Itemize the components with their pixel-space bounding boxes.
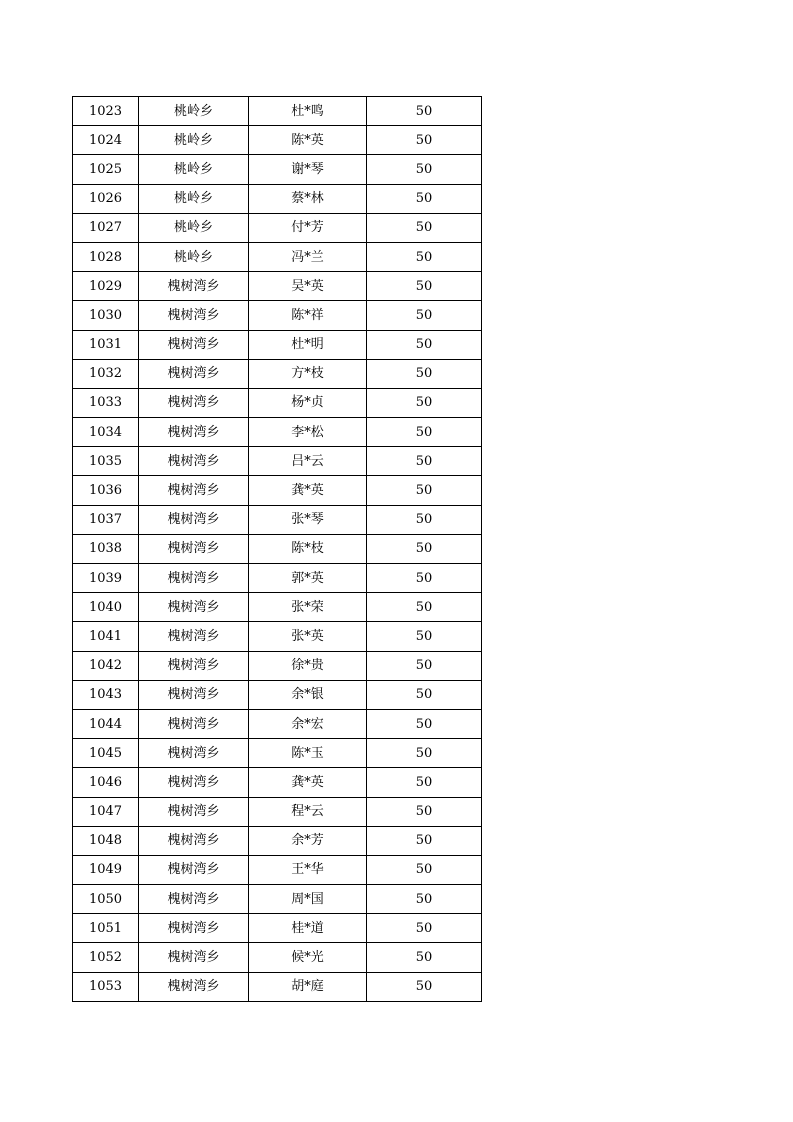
cell-township: 槐树湾乡 (139, 943, 249, 972)
cell-amount: 50 (367, 388, 482, 417)
cell-person-name: 龚*英 (249, 768, 367, 797)
cell-amount: 50 (367, 213, 482, 242)
cell-township: 桃岭乡 (139, 126, 249, 155)
cell-amount: 50 (367, 242, 482, 271)
cell-serial-number: 1037 (73, 505, 139, 534)
document-page (72, 96, 482, 1002)
cell-township: 槐树湾乡 (139, 447, 249, 476)
cell-serial-number: 1051 (73, 914, 139, 943)
table-row (73, 388, 482, 417)
cell-person-name: 张*琴 (249, 505, 367, 534)
cell-serial-number: 1029 (73, 272, 139, 301)
cell-person-name: 杨*贞 (249, 388, 367, 417)
cell-person-name: 余*宏 (249, 709, 367, 738)
cell-township: 槐树湾乡 (139, 564, 249, 593)
table-row (73, 242, 482, 271)
cell-amount: 50 (367, 184, 482, 213)
cell-person-name: 陈*英 (249, 126, 367, 155)
cell-person-name: 杜*鸣 (249, 97, 367, 126)
cell-township: 槐树湾乡 (139, 593, 249, 622)
table-row (73, 855, 482, 884)
cell-amount: 50 (367, 155, 482, 184)
cell-serial-number: 1024 (73, 126, 139, 155)
table-row (73, 184, 482, 213)
cell-person-name: 冯*兰 (249, 242, 367, 271)
table-row (73, 680, 482, 709)
cell-serial-number: 1053 (73, 972, 139, 1001)
cell-serial-number: 1031 (73, 330, 139, 359)
roster-table-body (73, 97, 482, 1002)
table-row (73, 505, 482, 534)
cell-person-name: 张*英 (249, 622, 367, 651)
cell-township: 槐树湾乡 (139, 505, 249, 534)
cell-amount: 50 (367, 272, 482, 301)
cell-person-name: 程*云 (249, 797, 367, 826)
cell-serial-number: 1039 (73, 564, 139, 593)
cell-person-name: 方*枝 (249, 359, 367, 388)
table-row (73, 622, 482, 651)
cell-township: 槐树湾乡 (139, 914, 249, 943)
cell-amount: 50 (367, 680, 482, 709)
cell-serial-number: 1033 (73, 388, 139, 417)
cell-person-name: 王*华 (249, 855, 367, 884)
cell-person-name: 陈*玉 (249, 739, 367, 768)
cell-amount: 50 (367, 330, 482, 359)
cell-serial-number: 1036 (73, 476, 139, 505)
table-row (73, 709, 482, 738)
cell-person-name: 胡*庭 (249, 972, 367, 1001)
cell-person-name: 张*荣 (249, 593, 367, 622)
cell-amount: 50 (367, 593, 482, 622)
cell-township: 槐树湾乡 (139, 797, 249, 826)
cell-township: 槐树湾乡 (139, 301, 249, 330)
cell-person-name: 候*光 (249, 943, 367, 972)
cell-person-name: 郭*英 (249, 564, 367, 593)
cell-amount: 50 (367, 359, 482, 388)
cell-township: 槐树湾乡 (139, 476, 249, 505)
cell-amount: 50 (367, 709, 482, 738)
cell-township: 槐树湾乡 (139, 359, 249, 388)
cell-serial-number: 1050 (73, 885, 139, 914)
cell-amount: 50 (367, 301, 482, 330)
table-row (73, 914, 482, 943)
cell-serial-number: 1026 (73, 184, 139, 213)
cell-amount: 50 (367, 97, 482, 126)
cell-township: 槐树湾乡 (139, 680, 249, 709)
cell-serial-number: 1052 (73, 943, 139, 972)
cell-township: 槐树湾乡 (139, 418, 249, 447)
cell-serial-number: 1032 (73, 359, 139, 388)
cell-person-name: 李*松 (249, 418, 367, 447)
cell-serial-number: 1023 (73, 97, 139, 126)
table-row (73, 826, 482, 855)
roster-table (72, 96, 482, 1002)
cell-serial-number: 1034 (73, 418, 139, 447)
cell-township: 槐树湾乡 (139, 330, 249, 359)
cell-township: 槐树湾乡 (139, 622, 249, 651)
cell-amount: 50 (367, 476, 482, 505)
cell-township: 槐树湾乡 (139, 709, 249, 738)
cell-township: 槐树湾乡 (139, 388, 249, 417)
cell-township: 槐树湾乡 (139, 826, 249, 855)
table-row (73, 97, 482, 126)
table-row (73, 564, 482, 593)
cell-amount: 50 (367, 622, 482, 651)
cell-serial-number: 1035 (73, 447, 139, 476)
cell-serial-number: 1047 (73, 797, 139, 826)
cell-person-name: 陈*祥 (249, 301, 367, 330)
cell-serial-number: 1049 (73, 855, 139, 884)
cell-township: 槐树湾乡 (139, 855, 249, 884)
cell-amount: 50 (367, 651, 482, 680)
table-row (73, 534, 482, 563)
cell-person-name: 周*国 (249, 885, 367, 914)
cell-serial-number: 1046 (73, 768, 139, 797)
cell-person-name: 谢*琴 (249, 155, 367, 184)
table-row (73, 301, 482, 330)
cell-amount: 50 (367, 739, 482, 768)
cell-person-name: 陈*枝 (249, 534, 367, 563)
table-row (73, 943, 482, 972)
cell-amount: 50 (367, 418, 482, 447)
cell-serial-number: 1041 (73, 622, 139, 651)
cell-township: 桃岭乡 (139, 184, 249, 213)
cell-serial-number: 1045 (73, 739, 139, 768)
cell-amount: 50 (367, 885, 482, 914)
cell-amount: 50 (367, 505, 482, 534)
cell-person-name: 徐*贵 (249, 651, 367, 680)
cell-serial-number: 1030 (73, 301, 139, 330)
table-row (73, 272, 482, 301)
cell-serial-number: 1043 (73, 680, 139, 709)
cell-township: 槐树湾乡 (139, 739, 249, 768)
table-row (73, 797, 482, 826)
cell-person-name: 蔡*林 (249, 184, 367, 213)
cell-township: 槐树湾乡 (139, 768, 249, 797)
cell-amount: 50 (367, 797, 482, 826)
table-row (73, 972, 482, 1001)
cell-amount: 50 (367, 447, 482, 476)
cell-person-name: 余*银 (249, 680, 367, 709)
cell-township: 桃岭乡 (139, 97, 249, 126)
cell-person-name: 余*芳 (249, 826, 367, 855)
cell-township: 槐树湾乡 (139, 885, 249, 914)
cell-amount: 50 (367, 914, 482, 943)
cell-amount: 50 (367, 972, 482, 1001)
cell-township: 桃岭乡 (139, 213, 249, 242)
cell-township: 桃岭乡 (139, 155, 249, 184)
table-row (73, 418, 482, 447)
table-row (73, 330, 482, 359)
cell-person-name: 吕*云 (249, 447, 367, 476)
cell-person-name: 龚*英 (249, 476, 367, 505)
cell-amount: 50 (367, 564, 482, 593)
cell-township: 槐树湾乡 (139, 651, 249, 680)
cell-serial-number: 1040 (73, 593, 139, 622)
cell-township: 槐树湾乡 (139, 972, 249, 1001)
cell-township: 桃岭乡 (139, 242, 249, 271)
cell-person-name: 桂*道 (249, 914, 367, 943)
cell-serial-number: 1028 (73, 242, 139, 271)
cell-serial-number: 1048 (73, 826, 139, 855)
table-row (73, 126, 482, 155)
cell-serial-number: 1042 (73, 651, 139, 680)
cell-serial-number: 1038 (73, 534, 139, 563)
cell-person-name: 付*芳 (249, 213, 367, 242)
cell-township: 槐树湾乡 (139, 272, 249, 301)
table-row (73, 593, 482, 622)
table-row (73, 476, 482, 505)
cell-person-name: 杜*明 (249, 330, 367, 359)
table-row (73, 739, 482, 768)
cell-serial-number: 1044 (73, 709, 139, 738)
table-row (73, 359, 482, 388)
cell-amount: 50 (367, 534, 482, 563)
cell-amount: 50 (367, 126, 482, 155)
table-row (73, 213, 482, 242)
cell-serial-number: 1027 (73, 213, 139, 242)
cell-amount: 50 (367, 943, 482, 972)
table-row (73, 447, 482, 476)
table-row (73, 651, 482, 680)
cell-amount: 50 (367, 768, 482, 797)
cell-amount: 50 (367, 855, 482, 884)
cell-serial-number: 1025 (73, 155, 139, 184)
cell-township: 槐树湾乡 (139, 534, 249, 563)
table-row (73, 155, 482, 184)
cell-person-name: 吴*英 (249, 272, 367, 301)
table-row (73, 768, 482, 797)
cell-amount: 50 (367, 826, 482, 855)
table-row (73, 885, 482, 914)
